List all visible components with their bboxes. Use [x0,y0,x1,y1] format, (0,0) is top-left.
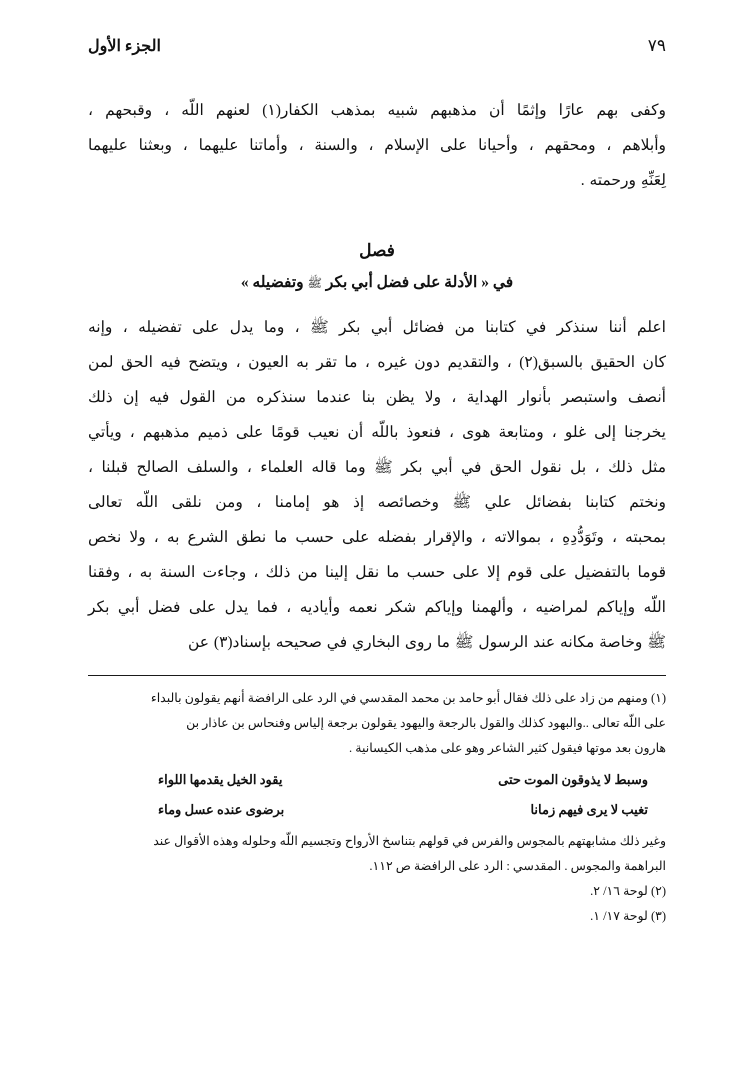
page-number: ٧٩ [647,36,666,55]
hemistich-second: يقود الخيل يقدمها اللواء [158,772,283,787]
footnote-line: البراهمة والمجوس . المقدسي : الرد على الرافضة ص ١١٢. [369,858,666,873]
body-text [88,94,666,659]
footnote-marker: (٣) [650,908,666,923]
footnotes-block [88,686,666,928]
hemistich-first: وسبط لا يذوقون الموت حتى [498,772,648,787]
footnote-line [88,879,666,903]
section-subheading [88,273,666,293]
volume-title: الجزء الأول [88,38,161,55]
paragraph-line: ونختم كتابنا بفضائل علي ﷺ وخصائصه إذ هو إمامنا ، ومن نلقى اللّه تعالى [88,494,666,511]
paragraph-line: وأبلاهم ، ومحقهم ، وأحيانا على الإسلام ، والسنة ، وأماتنا عليهما ، وبعثنا عليهما [88,137,666,154]
footnote-text: لوحة ١٦/ ٢. [590,883,648,898]
page-header [88,36,666,56]
poetry-verse [88,798,666,823]
footnote-text: لوحة ١٧/ ١. [590,908,648,923]
hemistich-first: تغيب لا يرى فيهم زمانا [530,801,648,817]
footnote-line [88,904,666,928]
spacer [88,199,666,215]
paragraph-line: اللّه وإياكم لمراضيه ، وألهمنا وإياكم شكر نعمه وأياديه ، فما يدل على فضل أبي بكر [88,599,666,616]
section-subheading-suffix: وتفضيله » [240,274,304,291]
footnote-line: على اللّه تعالى ..والبهود كذلك والقول بالرجعة واليهود يقولون برجعة إلياس وفنحاس بن عاذار بن [186,716,666,730]
paragraph-line: لِعَنِّهِ ورحمته . [580,172,666,189]
paragraph-line: اعلم أننا سنذكر في كتابنا من فضائل أبي بكر ﷺ ، وما يدل على تفضيله ، وإنه [88,319,666,336]
paragraph-line: ﷺ وخاصة مكانه عند الرسول ﷺ ما روى البخاري في صحيحه بإسناد(٣) عن [187,634,666,651]
paragraph-line: قوما بالتفضيل على قوم إلا على حسب ما نقل إلينا من ذلك ، وجاءت السنة به ، وفقنا [88,564,666,581]
poetry-block [88,768,666,823]
footnote-separator [88,675,666,676]
paragraph-line: كان الحقيق بالسبق(٢) ، والتقديم دون غيره ، ما تقر به العيون ، ويتضح فيه الحق لمن [88,354,666,371]
footnote-text: ومنهم من زاد على ذلك فقال أبو حامد بن محمد المقدسي في الرد على الرافضة أنهم يقولون بالبداء [150,691,648,705]
paragraph-line: أنصف واستبصر بأنوار الهداية ، ولا يظن بنا عندما سنذكره من القول فيه إن ذلك [88,389,666,406]
section-subheading-prefix: في « الأدلة على فضل أبي بكر [325,274,514,291]
paragraph-line: مثل ذلك ، بل نقول الحق في أبي بكر ﷺ وما قاله العلماء ، والسلف الصالح قبلنا ، [88,459,666,476]
footnote-marker: (١) [650,691,666,705]
hemistich-second: برضوى عنده عسل وماء [158,801,285,817]
poetry-verse [88,768,666,793]
paragraph-line: يخرجنا إلى غلو ، ومتابعة هوى ، فنعوذ باللّه أن نعيب قومًا على ذميم مذهبهم ، ويأتي [88,424,666,441]
paragraph-line: وكفى بهم عارًا وإثمًا أن مذهبهم شبيه بمذهب الكفار(١) لعنهم اللّه ، وقبحهم ، [88,102,666,119]
section-heading: فصل [359,241,395,260]
honorific-glyph: ﷺ [307,276,323,290]
footnote-line: وغير ذلك مشابهتهم بالمجوس والفرس في قولهم بتناسخ الأرواح وتجسيم اللّه وحلوله وهذه الأقوال عند [153,833,666,848]
footnote-marker: (٢) [650,883,666,898]
footnote-line [88,686,666,710]
footnote-line: هارون بعد موتها فيقول كثير الشاعر وهو على مذهب الكيسانية . [349,741,666,755]
paragraph-line: بمحبته ، وتَوَدُّدِهِ ، بموالاته ، والإقرار بفضله على حسب ما نطق الشرع به ، ولا نخص [88,529,666,546]
